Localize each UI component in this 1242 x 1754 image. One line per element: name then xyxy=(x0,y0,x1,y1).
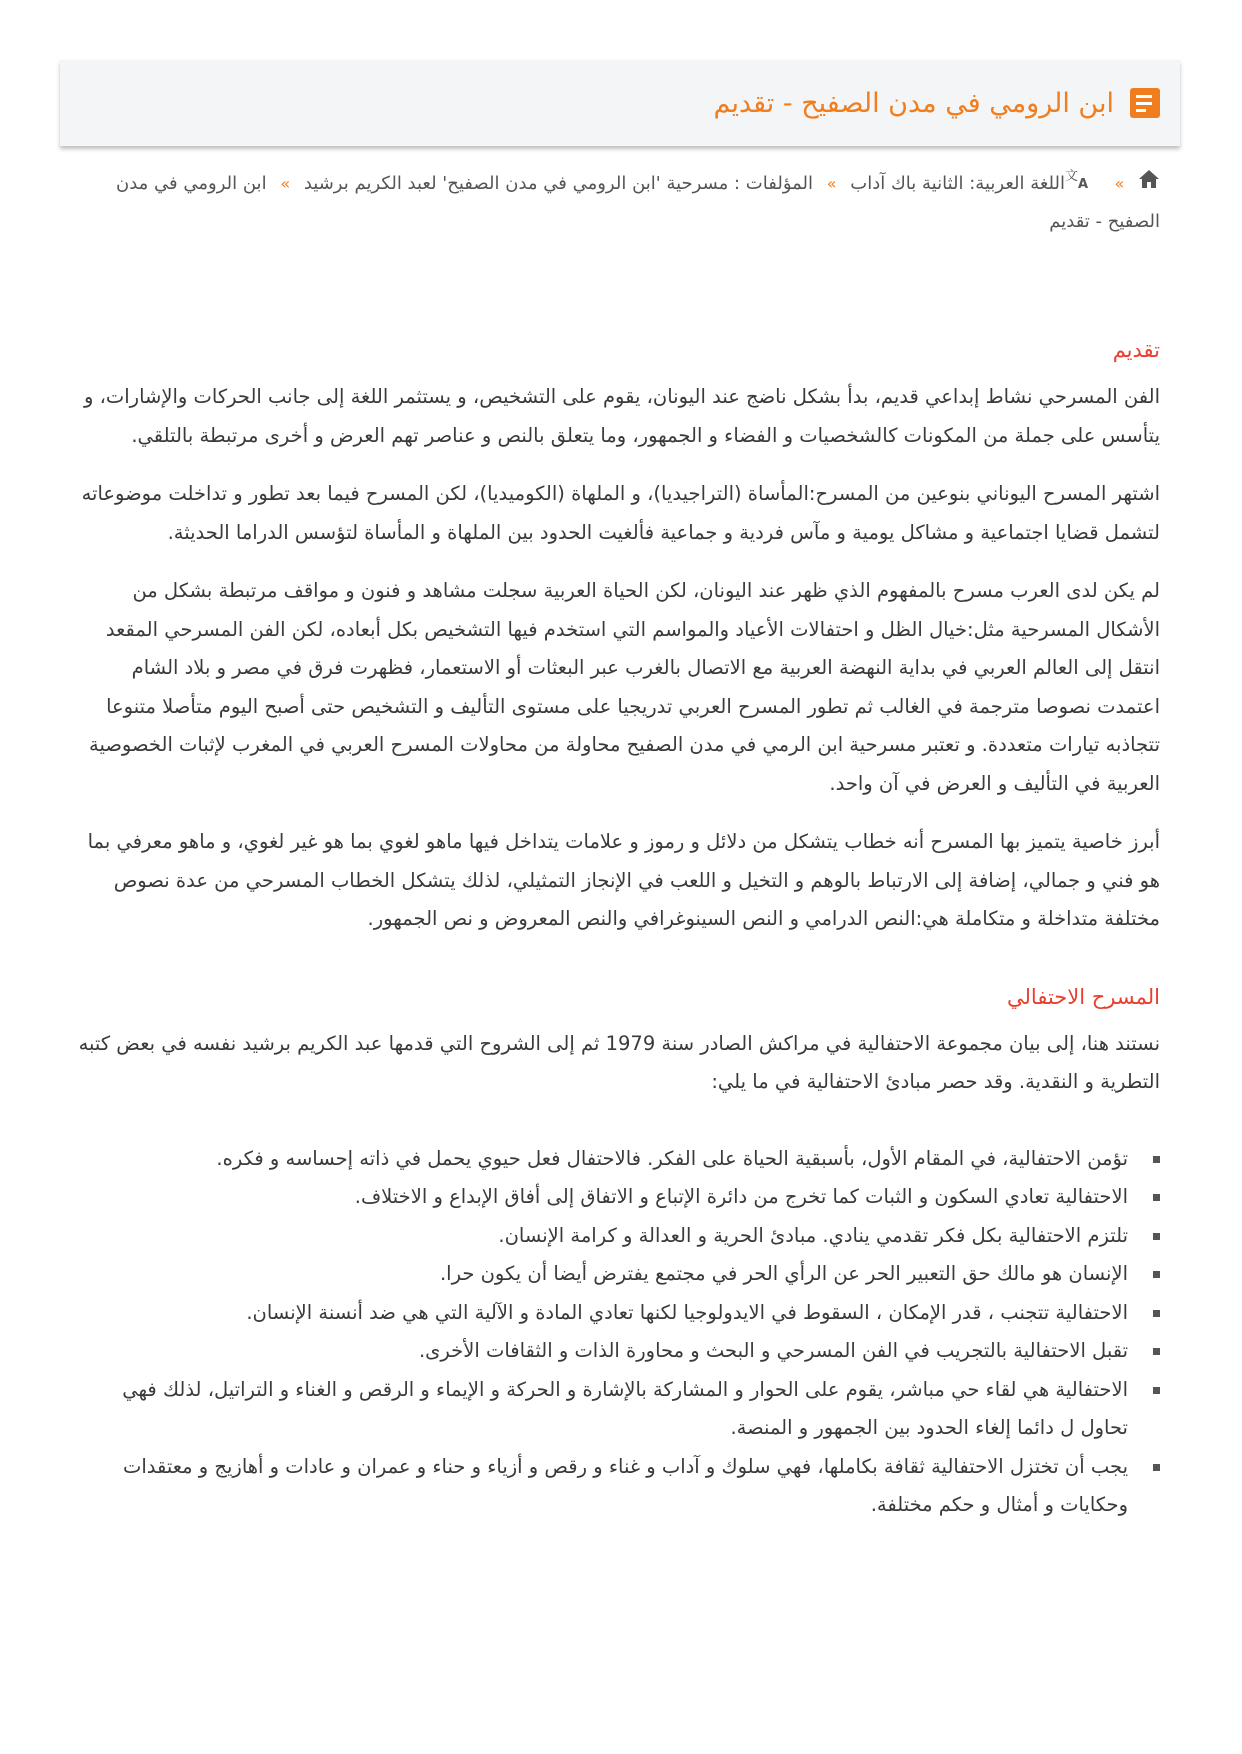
section-heading-festive: المسرح الاحتفالي xyxy=(1007,984,1160,1009)
list-item-text: يجب أن تختزل الاحتفالية ثقافة بكاملها، فهي سلوك و آداب و غناء و رقص و أزياء و حناء و عمران و عادات و أهازيج و معتقدات وحكايات و أمثال و حكم مختلفة. xyxy=(122,1454,1128,1516)
list-item xyxy=(70,1332,1160,1371)
svg-text:A: A xyxy=(1077,177,1088,192)
list-item-text: تقبل الاحتفالية بالتجريب في الفن المسرحي و البحث و محاورة الذات و الثقافات الأخرى. xyxy=(418,1339,1128,1362)
bullet-icon xyxy=(1153,1387,1160,1394)
list-item xyxy=(70,1294,1160,1333)
breadcrumb-item-works[interactable]: المؤلفات : مسرحية 'ابن الرومي في مدن الصفيح' لعبد الكريم برشيد xyxy=(303,173,814,194)
list-item-text: تؤمن الاحتفالية، في المقام الأول، بأسبقية الحياة على الفكر. فالاحتفال فعل حيوي يحمل في ذاته إحساسه و فكره. xyxy=(216,1146,1128,1170)
title-bar xyxy=(60,60,1180,146)
list-item-text: الاحتفالية هي لقاء حي مباشر، يقوم على الحوار و المشاركة بالإشارة و الحركة و الإيماء و الرقص و الغناء و التراتيل، لذلك فهي تحاول ل دائما إلغاء الحدود بين الجمهور و المنصة. xyxy=(122,1377,1128,1439)
paragraph: اشتهر المسرح اليوناني بنوعين من المسرح:المأساة (التراجيديا)، و الملهاة (الكوميديا)، لكن المسرح فيما بعد تطور و تداخلت موضوعاته لتشمل قضايا اجتماعية و مشاكل يومية و مآس فردية و جماعية فألغيت الحدود بين الملهاة و المأساة لتؤسس الدراما الحديثة. xyxy=(81,482,1160,544)
translate-icon xyxy=(1064,165,1101,203)
list-item-text: تلتزم الاحتفالية بكل فكر تقدمي ينادي. مبادئ الحرية و العدالة و كرامة الإنسان. xyxy=(498,1223,1128,1247)
list-item xyxy=(70,1255,1160,1294)
breadcrumb xyxy=(80,165,1160,241)
document-icon xyxy=(1130,88,1160,118)
bullet-icon xyxy=(1153,1156,1160,1163)
bullet-icon xyxy=(1153,1271,1160,1278)
section-heading-intro: تقديم xyxy=(1112,338,1160,362)
home-icon[interactable] xyxy=(1138,165,1160,203)
list-item-text: الاحتفالية تتجنب ، قدر الإمكان ، السقوط في الايدولوجيا لكنها تعادي المادة و الآلية التي هي ضد أنسنة الإنسان. xyxy=(246,1300,1128,1324)
list-item xyxy=(70,1448,1160,1525)
bullet-icon xyxy=(1153,1194,1160,1201)
breadcrumb-item-arabic-language[interactable]: اللغة العربية: الثانية باك آداب xyxy=(850,173,1065,194)
breadcrumb-separator: » xyxy=(280,174,291,193)
list-item xyxy=(70,1140,1160,1179)
paragraph: الفن المسرحي نشاط إبداعي قديم، بدأ بشكل ناضج عند اليونان، يقوم على التشخيص، و يستثمر اللغة إلى جانب الحركات والإشارات، و يتأسس على جملة من المكونات كالشخصيات و الفضاء و الجمهور، وما يتعلق بالنص و عناصر تهم العرض و أخرى مرتبطة بالتلقي. xyxy=(84,385,1160,447)
list-item xyxy=(70,1217,1160,1256)
bullet-icon xyxy=(1153,1233,1160,1240)
paragraph: نستند هنا، إلى بيان مجموعة الاحتفالية في مراكش الصادر سنة 1979 ثم إلى الشروح التي قدمها عبد الكريم برشيد نفسه في بعض كتبه التطرية و النقدية. وقد حصر مبادئ الاحتفالية في ما يلي: xyxy=(78,1031,1160,1093)
breadcrumb-separator: » xyxy=(826,174,837,193)
principles-list xyxy=(70,1140,1160,1525)
svg-text:文: 文 xyxy=(1064,169,1078,184)
list-item-text: الاحتفالية تعادي السكون و الثبات كما تخرج من دائرة الإتباع و الاتفاق إلى أفاق الإبداع و الاختلاف. xyxy=(354,1185,1128,1208)
article-content xyxy=(70,330,1160,1525)
list-item-text: الإنسان هو مالك حق التعبير الحر عن الرأي الحر في مجتمع يفترض أيضا أن يكون حرا. xyxy=(439,1262,1128,1285)
paragraph: لم يكن لدى العرب مسرح بالمفهوم الذي ظهر عند اليونان، لكن الحياة العربية سجلت مشاهد و فنون و مواقف مرتبطة بشكل من الأشكال المسرحية مثل:خيال الظل و احتفالات الأعياد والمواسم التي استخدم فيها التشخيص بكل أبعاده، لكن الفن المسرحي المقعد انتقل إلى العالم العربي في بداية النهضة العربية مع الاتصال بالغرب عبر البعثات أو الاستعمار، فظهرت فرق في مصر و بلاد الشام اعتمدت نصوصا مترجمة في الغالب ثم تطور المسرح العربي تدريجيا على مستوى التأليف و التشخيص حتى أصبح اليوم متأصلا متنوعا تتجاذبه تيارات متعددة. و تعتبر مسرحية ابن الرمي في مدن الصفيح محاولة من محاولات المسرح العربي في المغرب لإثبات الخصوصية العربية في التأليف و العرض في آن واحد. xyxy=(89,579,1160,795)
bullet-icon xyxy=(1153,1310,1160,1317)
breadcrumb-separator: » xyxy=(1114,174,1125,193)
list-item xyxy=(70,1178,1160,1217)
paragraph: أبرز خاصية يتميز بها المسرح أنه خطاب يتشكل من دلائل و رموز و علامات يتداخل فيها ماهو لغوي بما هو غير لغوي، و ماهو معرفي بما هو فني و جمالي، إضافة إلى الارتباط بالوهم و التخيل و اللعب في الإنجاز التمثيلي، لذلك يتشكل الخطاب المسرحي من عدة نصوص مختلفة متداخلة و متكاملة هي:النص الدرامي و النص السينوغرافي والنص المعروض و نص الجمهور. xyxy=(87,830,1160,930)
page-title: ابن الرومي في مدن الصفيح - تقديم xyxy=(713,87,1114,119)
bullet-icon xyxy=(1153,1348,1160,1355)
bullet-icon xyxy=(1153,1464,1160,1471)
breadcrumb-item-current: ابن الرومي في مدن الصفيح - تقديم xyxy=(116,173,1160,232)
list-item xyxy=(70,1371,1160,1448)
